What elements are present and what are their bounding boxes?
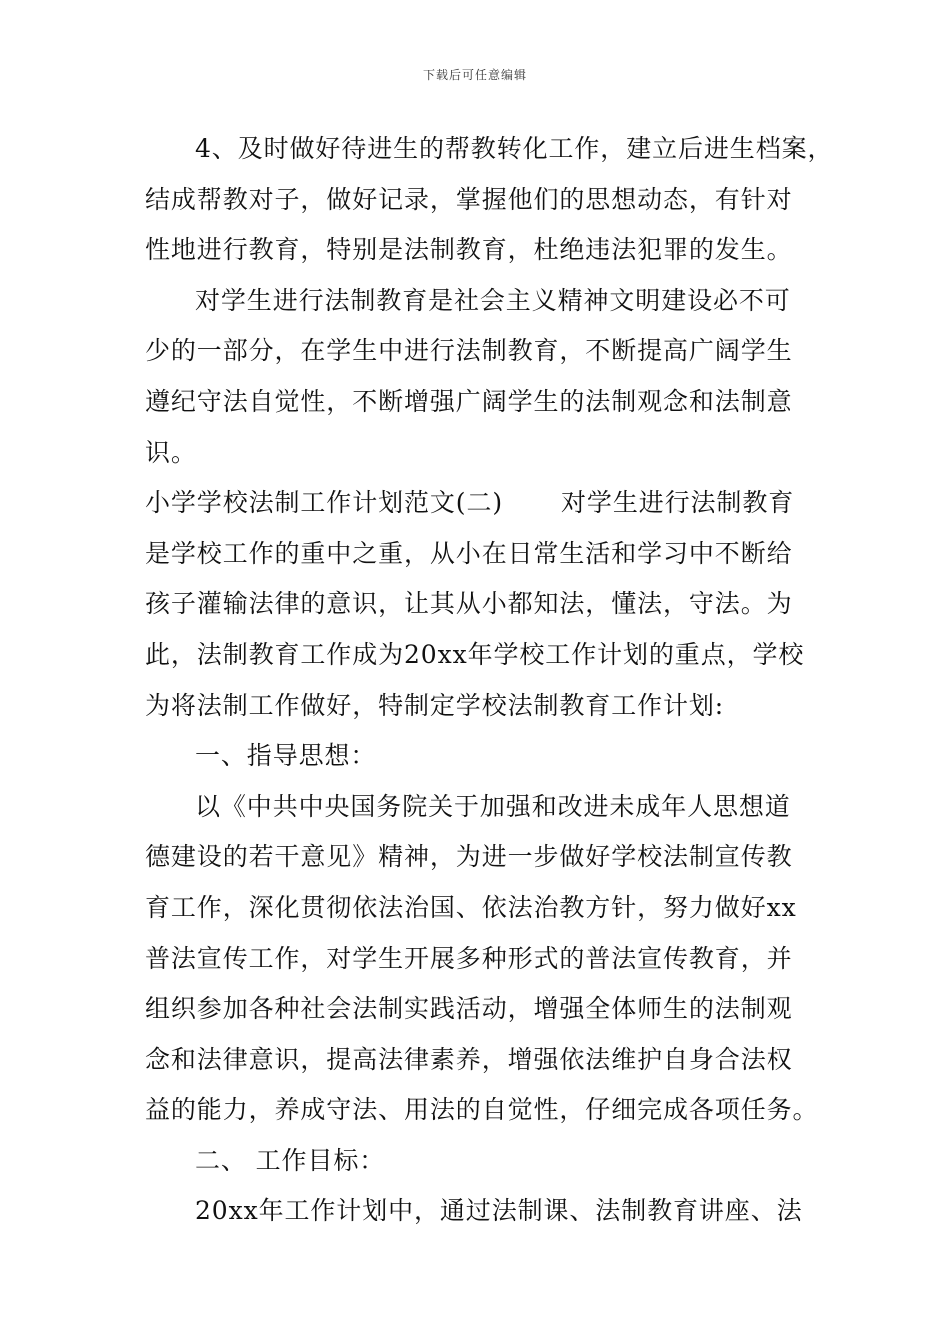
text-line: 益的能力，养成守法、用法的自觉性，仔细完成各项任务。: [145, 1095, 819, 1125]
text-line: 以《中共中央国务院关于加强和改进未成年人思想道: [195, 791, 791, 821]
text-line: 20xx年工作计划中，通过法制课、法制教育讲座、法: [195, 1196, 803, 1226]
text-line: 孩子灌输法律的意识，让其从小都知法，懂法，守法。为: [145, 589, 793, 619]
heading-guiding-thought: 一、指导思想：: [195, 741, 377, 771]
page-header: 下载后可任意编辑: [422, 68, 527, 82]
text-line: 少的一部分，在学生中进行法制教育，不断提高广阔学生: [145, 336, 793, 366]
text-line: 对学生进行法制教育是社会主义精神文明建设必不可: [195, 285, 791, 315]
text-line: 是学校工作的重中之重，从小在日常生活和学习中不断给: [145, 538, 793, 568]
document-body: [145, 124, 834, 1237]
section-title: 小学学校法制工作计划范文(二): [145, 488, 504, 518]
text-line: 德建设的若干意见》精神，为进一步做好学校法制宣传教: [145, 842, 793, 872]
text-line: 为将法制工作做好，特制定学校法制教育工作计划:: [145, 690, 725, 720]
text-line: 遵纪守法自觉性，不断增强广阔学生的法制观念和法制意: [145, 386, 793, 416]
text-line: 结成帮教对子，做好记录，掌握他们的思想动态，有针对: [145, 184, 793, 214]
text-line: 念和法律意识，提高法律素养，增强依法维护自身合法权: [145, 1044, 793, 1074]
text-line: 普法宣传工作，对学生开展多种形式的普法宣传教育，并: [145, 943, 793, 973]
section-lead-text: 对学生进行法制教育: [561, 488, 795, 518]
text-line: 育工作，深化贯彻依法治国、依法治教方针，努力做好xx: [145, 892, 797, 922]
text-line: 性地进行教育，特别是法制教育，杜绝违法犯罪的发生。: [145, 235, 793, 265]
text-line: 组织参加各种社会法制实践活动，增强全体师生的法制观: [145, 994, 793, 1024]
text-line: 4、及时做好待进生的帮教转化工作，建立后进生档案，: [195, 134, 834, 163]
section-title-line: [145, 478, 815, 529]
text-line: 此，法制教育工作成为20xx年学校工作计划的重点，学校: [145, 639, 805, 669]
text-line: 识。: [145, 437, 197, 467]
heading-work-goals: 二、 工作目标：: [195, 1145, 386, 1175]
